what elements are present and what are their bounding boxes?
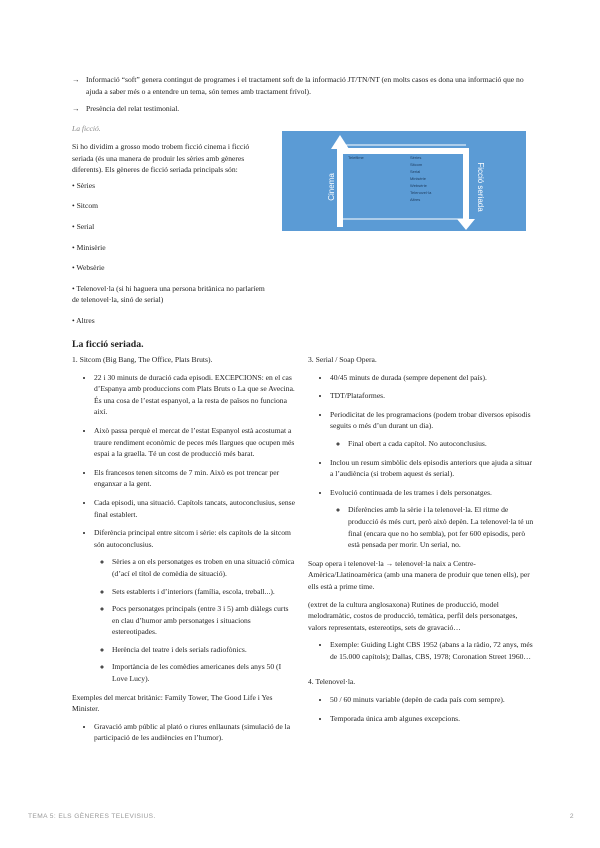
list-item [94,527,296,685]
heading-telenovela: 4. Telenovel·la. [308,677,356,687]
examples-text: Exemples del mercat britànic: Family Tower, The Good Life i Yes Minister. [72,692,273,714]
list-item: ◦ Pocs personatges principals (entre 3 i 5) amb diàlegs curts en clau d’humor amb personatges i situacions estereotipades. [112,603,296,638]
diagram-list-item: Serial [410,169,421,174]
diagram-list-item: Sèries [410,155,422,160]
list-item-text: Evolució continuada de les trames i dels personatges. [330,487,492,497]
arrow-icon: → [72,75,80,84]
list-item: • Sitcom [72,200,272,212]
list-item: • Temporada única amb algunes excepcions. [330,713,534,725]
list-item: • Això passa perquè el mercat de l’estat Espanyol està acostumat a traure rendiment econòmic de peces més llargues que ocupen més espai a la graella. Té un cost de producció més barat. [94,425,296,460]
label-ficcio-seriada: Ficció seriada [476,162,485,212]
list-item: • Cada episodi, una situació. Capítols tancats, autoconclusius, sense final establert. [94,497,296,520]
fiction-intro-text: Si ho dividim a grosso modo trobem ficció cinema i ficció seriada (és una manera de produir les sèries amb gèneres diferents). Els gèneres de ficció seriada principals són: [72,142,250,175]
list-item-text: Diferència principal entre sitcom i sèrie: els capítols de la sitcom són autoconclusius. [94,528,291,549]
serial-list [308,372,534,551]
page-number: 2 [569,813,574,820]
sitcom-list [72,372,296,685]
page-footer [28,813,574,820]
list-item [330,409,534,450]
fiction-intro [72,141,272,336]
note-soft-info [72,74,532,97]
list-item: ◦ Herència del teatre i dels serials radiofònics. [112,644,296,656]
list-item: • 40/45 minuts de durada (sempre depenent del país). [330,372,534,384]
list-item: • Websèrie [72,262,272,274]
column-right [308,354,534,731]
list-item: • Telenovel·la (si hi haguera una persona britànica no parlaríem de telenovel·la, sinó de serial) [72,283,272,306]
list-item: ◦ Importància de les comèdies americanes dels anys 50 (I Love Lucy). [112,661,296,684]
sitcom-sublist [94,556,296,684]
list-item: ◦ Sèries a on els personatges es troben en una situació còmica (d’ací el títol de comèdia de situació). [112,556,296,579]
arrow-icon: → [72,104,80,114]
diagram-background [282,131,526,231]
list-item: • 22 i 30 minuts de duració cada episodi. EXCEPCIONS: en el cas d’Espanya amb produccions com Plats Bruts o La que se Avecina. És una cosa de l’estat espanyol, a la resta de països no funciona així. [94,372,296,418]
list-item: ◦ Final obert a cada capítol. No autoconclusius. [348,438,534,450]
list-item [330,487,534,551]
paragraph-soap-opera: Soap opera i telenovel·la → telenovel·la naix a Centre-Amèrica/Llatinoamèrica (amb una manera de produir que tenen ells), per ells està a prime time. [308,558,530,591]
section-label-fiction: La ficció. [72,124,101,133]
intro-notes [72,74,532,115]
list-item: • 50 / 60 minuts variable (depèn de cada país com sempre). [330,694,534,706]
list-item: ◦ Sets establerts i d’interiors (família, escola, treball...). [112,586,296,598]
example-list [308,639,534,662]
list-item: • Altres [72,315,272,327]
fiction-diagram [282,131,526,231]
list-item: • Serial [72,221,272,233]
list-item-text: Periodicitat de les programacions (podem trobar diversos episodis seguits o més d’un durant un dia). [330,409,531,431]
list-item: • TDT/Plataformes. [330,390,534,402]
list-item: • Minisèrie [72,242,272,254]
diagram-list-item: Altres [410,197,421,202]
heading-serial: 3. Serial / Soap Opera. [308,355,377,364]
diagram-list-item: Minisèrie [410,176,427,181]
fiction-genre-list [72,180,272,327]
column-left [72,354,296,751]
note-testimonial [72,103,532,115]
section-title: La ficció seriada. [72,339,144,350]
list-item: • Els francesos tenen sitcoms de 7 min. Això es pot trencar per enganxar a la gent. [94,467,296,490]
serial-sublist [330,438,534,450]
list-item: ◦ Diferències amb la sèrie i la telenovel·la. El ritme de producció és més curt, però això depèn. La telenovel·la té un final (encara que no ho sembla), pot fer 600 episodis, però està pensada per morir. Un serial, no. [348,504,534,550]
paragraph-anglo: (extret de la cultura anglosaxona) Rutines de producció, model melodramàtic, costos de producció, temàtica, perfil dels personatges, valors representats, estereotips, sets de gravació… [308,599,518,632]
note-text: Presència del relat testimonial. [86,104,180,114]
sitcom-list-2 [72,721,296,744]
footer-title: TEMA 5: ELS GÈNERES TELEVISIUS. [28,813,156,820]
note-text: Informació “soft” genera contingut de programes i el tractament soft de la informació JT/TN/NT (en molts casos es dona una informació que no ajuda a saber més o a entendre un tema, són temes amb tractament frívol). [86,75,524,96]
list-item: • Sèries [72,180,272,192]
list-item: • Gravació amb públic al plató o riures enllaunats (simulació de la participació de les audiències en l’humor). [94,721,296,744]
list-item: • Exemple: Guiding Light CBS 1952 (abans a la ràdio, 72 anys, més de 15.000 capítols); Dallas, CBS, 1978; Coronation Street 1960… [330,639,534,662]
label-telefilme: Telefilme [348,155,364,160]
list-item: • Inclou un resum simbòlic dels episodis anteriors que ajuda a situar a l’audiència (si trobem aquest és serial). [330,457,534,480]
diagram-list-item: Websèrie [410,183,427,188]
diagram-list-item: Telenovel·la [410,190,432,195]
heading-sitcom: 1. Sitcom (Big Bang, The Office, Plats Bruts). [72,355,213,364]
label-cinema: Cinema [327,173,336,201]
serial-sublist-2 [330,504,534,550]
telenovela-list [308,694,534,724]
diagram-list-item: Sitcom [410,162,423,167]
